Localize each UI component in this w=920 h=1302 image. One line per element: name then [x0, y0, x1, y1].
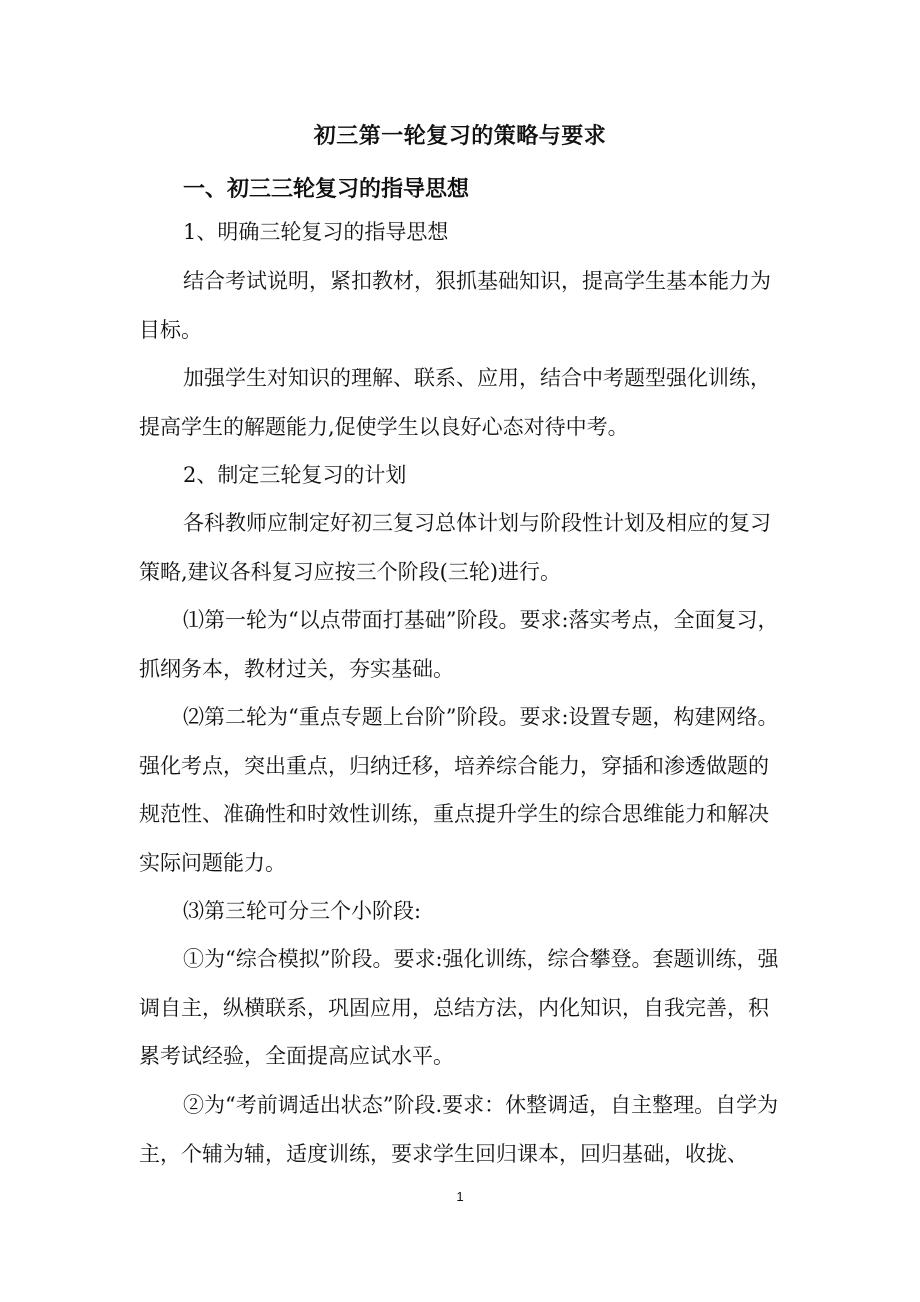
document-title: 初三第一轮复习的策略与要求 [313, 123, 607, 149]
paragraph-plan-detail: 各科教师应制定好初三复习总体计划与阶段性计划及相应的复习策略,建议各科复习应按三个阶段(三轮)进行。 [139, 511, 771, 584]
paragraph-strengthen: 加强学生对知识的理解、联系、应用，结合中考题型强化训练，提高学生的解题能力,促使学生以良好心态对待中考。 [139, 366, 771, 439]
page-number: 1 [456, 1189, 464, 1204]
paragraph-round-two: ⑵第二轮为“重点专题上台阶”阶段。要求:设置专题，构建网络。强化考点，突出重点，归纳迁移，培养综合能力，穿插和渗透做题的规范性、准确性和时效性训练，重点提升学生的综合思维能力和解决实际问题能力。 [139, 705, 779, 875]
paragraph-stage-one: ①为“综合模拟”阶段。要求:强化训练，综合攀登。套题训练，强调自主，纵横联系，巩固应用，总结方法，内化知识，自我完善，积累考试经验，全面提高应试水平。 [139, 947, 779, 1068]
subheading-guiding-principle: 1、明确三轮复习的指导思想 [183, 220, 449, 244]
subheading-plan: 2、制定三轮复习的计划 [183, 463, 407, 487]
paragraph-round-one: ⑴第一轮为“以点带面打基础”阶段。要求:落实考点，全面复习，抓纲务本，教材过关，夯实基础。 [139, 608, 779, 681]
paragraph-goal: 结合考试说明，紧扣教材，狠抓基础知识，提高学生基本能力为目标。 [139, 269, 771, 342]
section-heading: 一、初三三轮复习的指导思想 [183, 176, 470, 202]
paragraph-round-three: ⑶第三轮可分三个小阶段: [183, 899, 422, 923]
paragraph-stage-two: ②为“考前调适出状态”阶段.要求：休整调适，自主整理。自学为主，个辅为辅，适度训练，要求学生回归课本，回归基础，收拢、 [139, 1093, 779, 1166]
